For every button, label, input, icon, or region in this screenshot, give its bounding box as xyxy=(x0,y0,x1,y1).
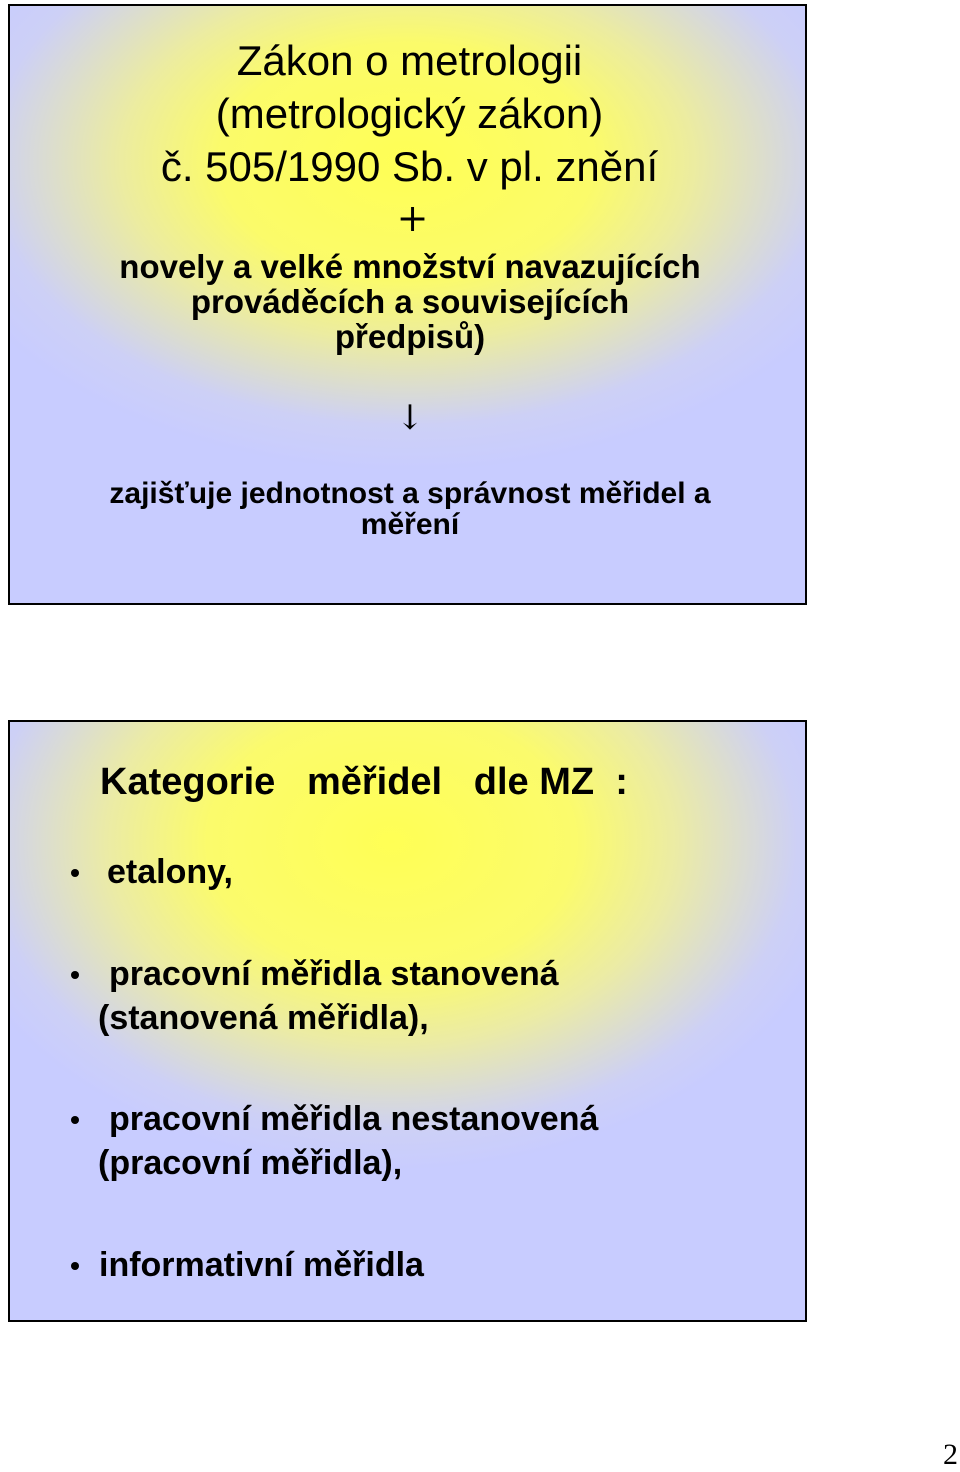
list-item-nestanovena-line-1: pracovní měřidla nestanovená xyxy=(109,1100,599,1138)
amendments-line-3: předpisů) xyxy=(334,318,486,355)
amendments-line-2: prováděcích a souvisejících xyxy=(190,283,630,320)
title-line-2: (metrologický zákon) xyxy=(215,90,604,137)
list-item-nestanovena-line-2: (pracovní měřidla), xyxy=(98,1144,403,1182)
bullet-icon xyxy=(71,1262,79,1270)
down-arrow-icon: ↓ xyxy=(395,398,425,438)
categories-heading: Kategorie měřidel dle MZ : xyxy=(100,761,628,803)
purpose-line-1: zajišťuje jednotnost a správnost měřidel a xyxy=(109,477,711,510)
slide-gauge-categories xyxy=(8,720,807,1322)
page-number: 2 xyxy=(943,1438,958,1471)
list-item-informativni: informativní měřidla xyxy=(99,1246,424,1284)
slide-metrology-law xyxy=(8,4,807,605)
plus-symbol: + xyxy=(396,196,429,240)
bullet-icon xyxy=(71,1116,79,1124)
list-item-stanovena-line-1: pracovní měřidla stanovená xyxy=(109,955,559,993)
title-line-1: Zákon o metrologii xyxy=(236,37,583,84)
amendments-line-1: novely a velké množství navazujících xyxy=(119,248,701,285)
bullet-icon xyxy=(71,971,79,979)
list-item-stanovena-line-2: (stanovená měřidla), xyxy=(98,999,429,1037)
bullet-icon xyxy=(71,869,79,877)
purpose-line-2: měření xyxy=(360,508,460,541)
title-line-3: č. 505/1990 Sb. v pl. znění xyxy=(160,143,659,190)
list-item-etalony: etalony, xyxy=(107,853,233,891)
